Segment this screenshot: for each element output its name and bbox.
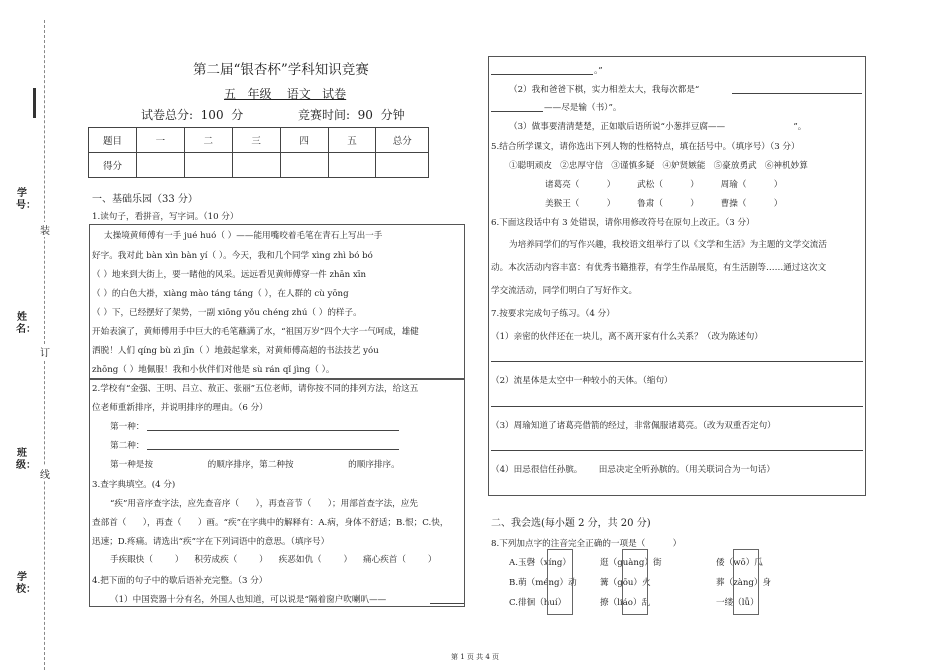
binding-strip xyxy=(0,0,62,672)
q3-line: 迅速；D.疼痛。请选出“疾”字在下列词语中的意思。（填序号） xyxy=(92,537,330,547)
score-cell[interactable] xyxy=(376,153,429,178)
class-label: 班级： xyxy=(16,448,36,471)
q1-line: 好字。我对此 bàn xìn bàn yí（ ）。今天，我和几个同学 xìng zhì bó bó xyxy=(92,251,373,261)
q4-2-line: （2）我和爸爸下棋，实力相差太大，我每次都是“ xyxy=(509,85,700,95)
score-row-label: 得分 xyxy=(89,153,137,178)
q2-first-label: 第一种： xyxy=(110,422,145,432)
seal-char-line: 线 xyxy=(40,466,50,481)
q4-1-answer-line[interactable] xyxy=(430,603,464,604)
q8-option: 篝（gōu）火 xyxy=(600,578,651,588)
q4-2-answer-line-cont[interactable] xyxy=(491,111,543,112)
score-cell[interactable] xyxy=(328,153,376,178)
score-header-cell: 五 xyxy=(328,128,376,153)
score-cell[interactable] xyxy=(136,153,184,178)
q5-options: ①聪明顽皮 ②忠厚守信 ③谨慎多疑 ④妒贤嫉能 ⑤豪放勇武 ⑥神机妙算 xyxy=(509,161,808,171)
q4-1-end: 。” xyxy=(594,66,603,76)
q5-row-1: 诸葛亮（ ） 武松（ ） 周瑜（ ） xyxy=(545,180,783,190)
score-cell[interactable] xyxy=(184,153,232,178)
q7-item: （2）流星体是太空中一种较小的天体。（缩句） xyxy=(491,376,673,386)
seal-char-staple: 订 xyxy=(40,344,50,359)
q8-option: 倭（wō）瓜 xyxy=(716,558,763,568)
q2-first-answer-line[interactable] xyxy=(147,430,399,431)
page-footer: 第 1 页 共 4 页 xyxy=(451,653,500,661)
q4-line-1: （1）中国瓷器十分有名，外国人也知道，可以说是“隔着窗户吹喇叭—— xyxy=(110,595,387,605)
q5-title: 5.结合所学课文，请你选出下列人物的性格特点，填在括号中。（填序号）（3 分） xyxy=(491,142,800,152)
q6-passage-line: 为培养同学们的写作兴趣，我校语文组举行了以《文学和生活》为主题的文学交流活 xyxy=(509,240,827,250)
q4-2-answer-line[interactable] xyxy=(732,93,862,94)
q8-option: C.徘徊（huí） xyxy=(509,598,567,608)
q3-line: 查部首（ ），再查（ ）画。“疾”在字典中的解释有：A.病，身体不舒适；B.恨；C.快， xyxy=(92,518,449,528)
q6-title: 6.下面这段话中有 3 处错误，请你用修改符号在原句上改正。（3 分） xyxy=(491,218,755,228)
q1-line: （ ）地来到大街上，要一睹他的风采。远远看见黄师傅穿一件 zhān xīn xyxy=(92,270,367,280)
q3-words: 手疾眼快（ ） 积劳成疾（ ） 疾恶如仇（ ） 痛心疾首（ ） xyxy=(110,555,437,565)
q3-title: 3.查字典填空。(4 分) xyxy=(92,480,176,490)
score-header-cell: 一 xyxy=(136,128,184,153)
q4-2-end: ——尽是输（书）”。 xyxy=(544,103,622,113)
grade-subject-line: 五 年级 语文 试卷 xyxy=(224,87,347,101)
q8-option: 撩（liáo）乱 xyxy=(600,598,651,608)
q1-line: 开始表演了，黄师傅用手中巨大的毛笔蘸满了水，“祖国万岁”四个大字一气呵成，雄健 xyxy=(92,327,419,337)
name-label: 姓名： xyxy=(16,312,36,335)
q4-title: 4.把下面的句子中的歇后语补充完整。（3 分） xyxy=(92,576,268,586)
q2-line: 位老师重新排序，并说明排序的理由。（6 分） xyxy=(92,403,268,413)
student-id-label: 学号： xyxy=(16,188,36,211)
q1-line: 太操境黄师傅有一手 jué huó（ ）——能用嘴咬着毛笔在青石上写出一手 xyxy=(104,231,383,241)
exam-time: 竞赛时间: 90 分钟 xyxy=(298,108,405,122)
q8-option: A.玉磬（xíng） xyxy=(509,558,571,568)
score-cell[interactable] xyxy=(280,153,328,178)
score-header-cell: 四 xyxy=(280,128,328,153)
q7-item: （1）亲密的伙伴还在一块儿，离不离开家有什么关系？（改为陈述句） xyxy=(491,332,763,342)
q7-2-answer-line[interactable] xyxy=(491,406,863,407)
q2-second-answer-line[interactable] xyxy=(147,449,399,450)
q1-title: 1.读句子，看拼音，写字词。（10 分） xyxy=(92,212,239,222)
score-header-cell: 题目 xyxy=(89,128,137,153)
q1-line: （ ）下，已经摆好了架势，一副 xiōng yǒu chéng zhú（ ）的样子。 xyxy=(92,308,362,318)
q7-title: 7.按要求完成句子练习。（4 分） xyxy=(491,309,615,319)
score-table-header-row xyxy=(89,128,429,153)
q8-title: 8.下列加点字的注音完全正确的一项是（ ） xyxy=(491,539,682,549)
q6-passage-line: 学交流活动，同学们明白了写好作文。 xyxy=(491,286,638,296)
q2-reason: 第一种是按 的顺序排序，第二种按 的顺序排序。 xyxy=(110,460,400,470)
q4-3-line: （3）做事要清清楚楚，正如歇后语所说“小葱拌豆腐—— ”。 xyxy=(509,122,807,132)
pinyin-box xyxy=(622,549,648,615)
section-1-title: 一、基础乐园（33 分） xyxy=(92,194,198,205)
q8-option: B.萌（méng）动 xyxy=(509,578,577,588)
q7-item: （4）田忌很信任孙膑。 田忌决定全听孙膑的。（用关联词合为一句话） xyxy=(491,465,775,475)
pinyin-box xyxy=(733,549,759,615)
q6-passage-line: 动。本次活动内容丰富：有优秀书籍推荐，有学生作品展览，有生活剧等……通过这次文 xyxy=(491,263,827,273)
total-score: 试卷总分: 100 分 xyxy=(141,108,244,122)
school-label: 学校： xyxy=(16,572,36,595)
q1-line: 洒脱！人们 qíng bù zì jīn（ ）地鼓起掌来，对黄师傅高超的书法技艺 yóu xyxy=(92,346,379,356)
q4-1-answer-line-cont[interactable] xyxy=(491,74,593,75)
q2-q4-box xyxy=(89,379,465,607)
score-table xyxy=(88,127,429,178)
q5-row-2: 美猴王（ ） 鲁肃（ ） 曹操（ ） xyxy=(545,199,783,209)
binding-bar xyxy=(33,88,36,118)
q2-line: 2.学校有“金强、王明、吕立、敖正、张丽”五位老师，请你按不同的排列方法，给这五 xyxy=(92,384,419,394)
pinyin-box xyxy=(547,549,573,615)
q8-option: 一缕（lǚ） xyxy=(716,598,759,608)
q1-line: zhōng（ ）地佩服！我和小伙伴们对他是 sù rán qǐ jìng（ ）。 xyxy=(92,365,335,375)
exam-title: 第二届“银杏杯”学科知识竞赛 xyxy=(193,62,369,78)
score-header-cell: 三 xyxy=(232,128,280,153)
score-header-cell: 二 xyxy=(184,128,232,153)
q8-option: 葬（zàng）身 xyxy=(716,578,772,588)
seal-char-bind: 装 xyxy=(40,222,50,237)
q7-3-answer-line[interactable] xyxy=(491,450,863,451)
section-2-title: 二、我会选(每小题 2 分，共 20 分) xyxy=(491,518,651,529)
q1-line: （ ）的白色大褂，xiàng mào táng táng（ ），在人群的 cù yōng xyxy=(92,289,349,299)
q7-item: （3）周瑜知道了诸葛亮借箭的经过，非常佩服诸葛亮。（改为双重否定句） xyxy=(491,421,776,431)
q3-line: “疾”用音序查字法，应先查音序（ ），再查音节（ ）；用部首查字法，应先 xyxy=(110,499,418,509)
q8-option: 逛（guàng）街 xyxy=(600,558,662,568)
score-cell[interactable] xyxy=(232,153,280,178)
q7-1-answer-line[interactable] xyxy=(491,361,863,362)
score-table-score-row xyxy=(89,153,429,178)
q2-second-label: 第二种： xyxy=(110,441,145,451)
score-header-cell: 总分 xyxy=(376,128,429,153)
